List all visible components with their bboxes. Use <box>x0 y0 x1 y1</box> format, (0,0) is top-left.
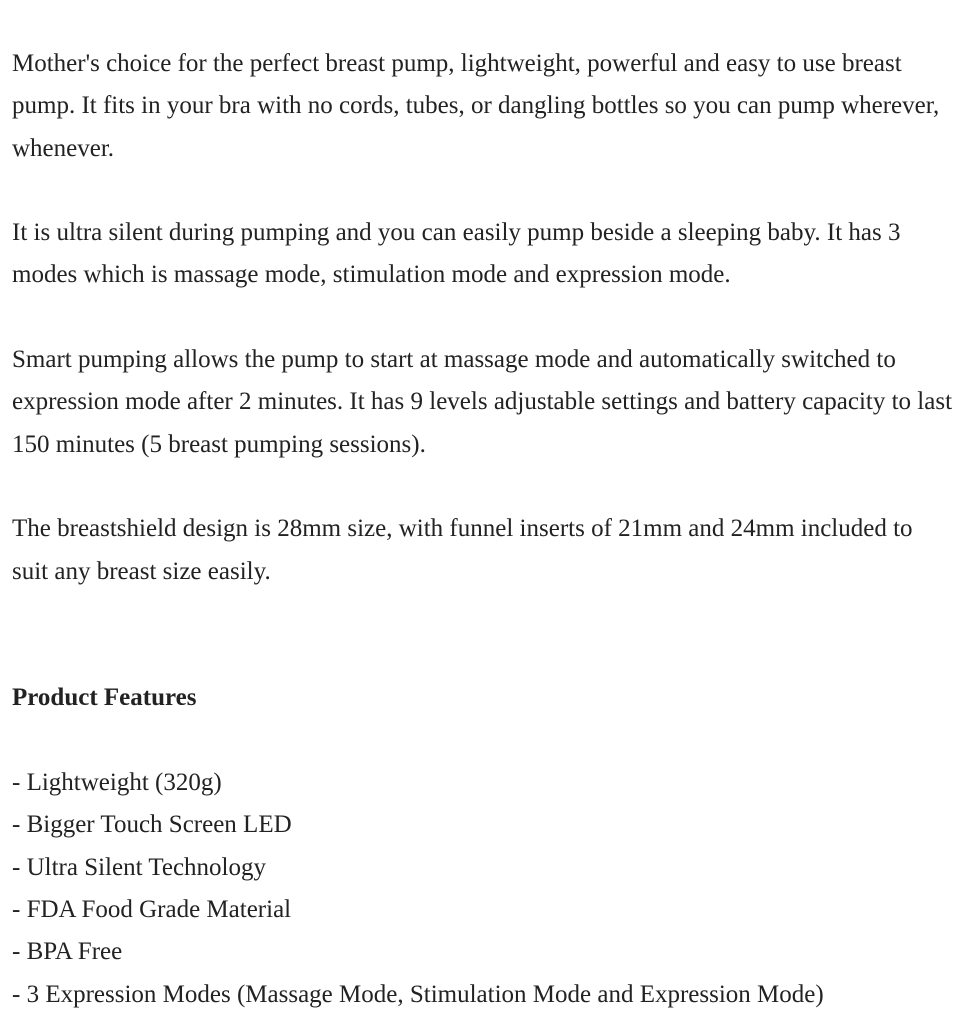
description-paragraph-2: It is ultra silent during pumping and you can easily pump beside a sleeping baby. It has 3 modes which is massage mode, stimulation mode and expression mode. <box>12 219 901 289</box>
product-description <box>12 43 952 1016</box>
feature-item-ultra-silent: - Ultra Silent Technology <box>12 853 266 881</box>
description-paragraph-1: Mother's choice for the perfect breast pump, lightweight, powerful and easy to use breast pump. It fits in your bra with no cords, tubes, or dangling bottles so you can pump wherever, whenever. <box>12 50 940 162</box>
heading-spacer <box>12 720 952 762</box>
description-paragraph-3: Smart pumping allows the pump to start at massage mode and automatically switched to expression mode after 2 minutes. It has 9 levels adjustable settings and battery capacity to last 150 minutes (5 breast pumping sessions). <box>12 346 953 458</box>
product-features-heading: Product Features <box>12 684 197 712</box>
feature-item-touch-screen: - Bigger Touch Screen LED <box>12 811 292 839</box>
paragraph-spacer <box>12 466 952 508</box>
feature-item-lightweight: - Lightweight (320g) <box>12 769 222 797</box>
product-features-section <box>12 677 952 1015</box>
paragraph-spacer <box>12 170 952 212</box>
paragraph-spacer <box>12 297 952 339</box>
feature-item-fda-material: - FDA Food Grade Material <box>12 895 292 923</box>
feature-list <box>12 762 952 1016</box>
feature-item-expression-modes: - 3 Expression Modes (Massage Mode, Stimulation Mode and Expression Mode) <box>12 980 824 1008</box>
description-paragraph-4: The breastshield design is 28mm size, with funnel inserts of 21mm and 24mm included to suit any breast size easily. <box>12 515 913 585</box>
section-spacer <box>12 593 952 678</box>
feature-item-bpa-free: - BPA Free <box>12 938 123 966</box>
